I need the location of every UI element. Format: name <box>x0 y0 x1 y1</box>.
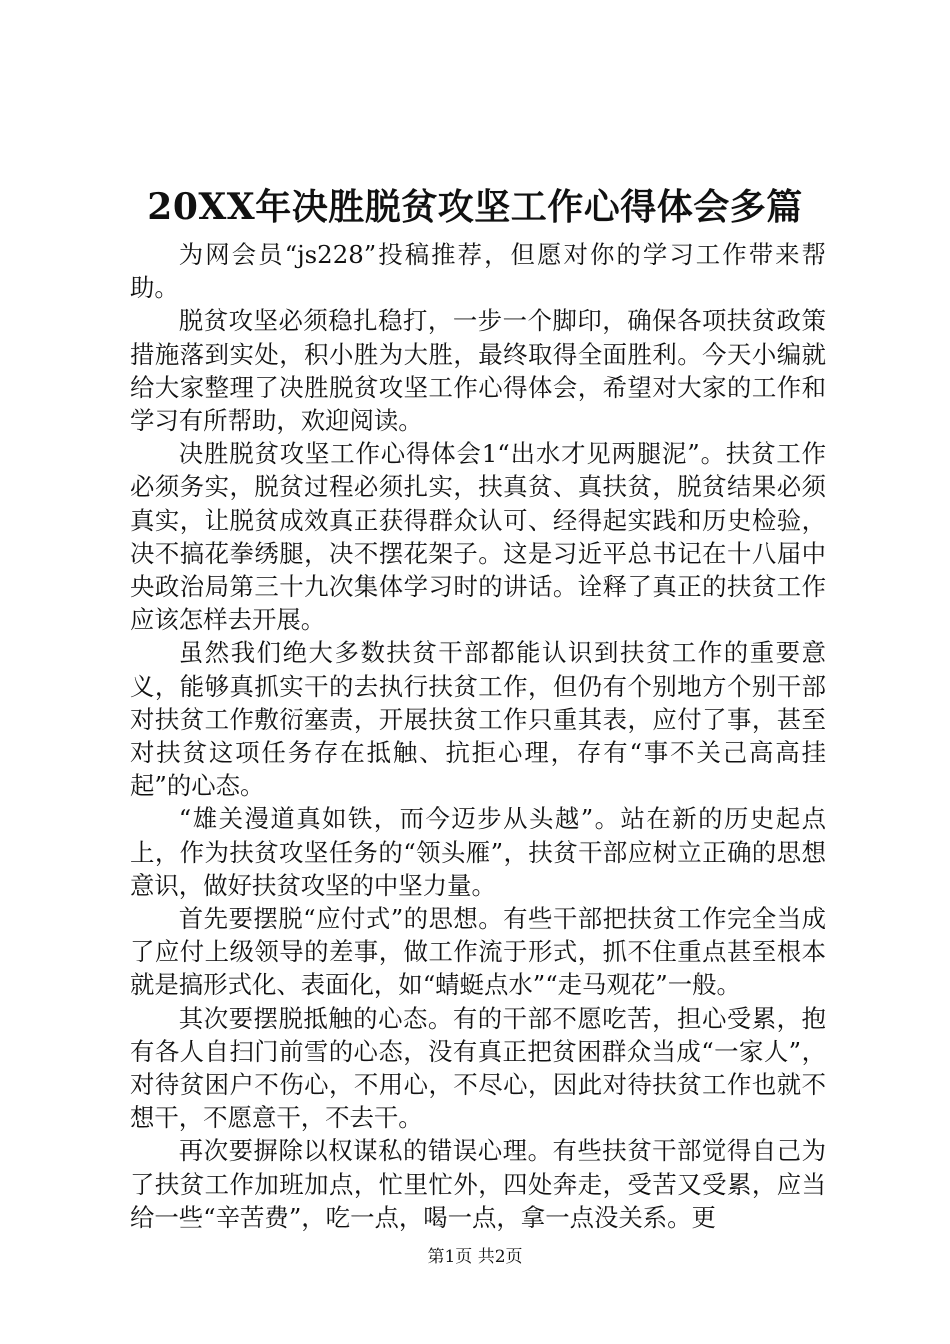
paragraph-problem: 虽然我们绝大多数扶贫干部都能认识到扶贫工作的重要意义，能够真抓实干的去执行扶贫工作，但仍有个别地方个别干部对扶贫工作敷衍塞责，开展扶贫工作只重其表，应付了事，甚至对扶贫这项任务存在抵触、抗拒心理，存有“事不关己高高挂起”的心态。 <box>130 638 826 801</box>
paragraph-intro: 为网会员“js228”投稿推荐，但愿对你的学习工作带来帮助。 <box>130 240 826 303</box>
paragraph-summary: 脱贫攻坚必须稳扎稳打，一步一个脚印，确保各项扶贫政策措施落到实处，积小胜为大胜，最终取得全面胜利。今天小编就给大家整理了决胜脱贫攻坚工作心得体会，希望对大家的工作和学习有所帮助，欢迎阅读。 <box>130 306 826 436</box>
paragraph-second-point: 其次要摆脱抵触的心态。有的干部不愿吃苦，担心受累，抱有各人自扫门前雪的心态，没有真正把贫困群众当成“一家人”，对待贫困户不伤心，不用心，不尽心，因此对待扶贫工作也就不想干，不愿意干，不去干。 <box>130 1003 826 1133</box>
page-number-footer: 第1页 共2页 <box>427 1247 523 1267</box>
document-body <box>130 238 826 1234</box>
paragraph-quote: “雄关漫道真如铁，而今迈步从头越”。站在新的历史起点上，作为扶贫攻坚任务的“领头雁”，扶贫干部应树立正确的思想意识，做好扶贫攻坚的中坚力量。 <box>130 804 826 900</box>
paragraph-essay-1: 决胜脱贫攻坚工作心得体会1“出水才见两腿泥”。扶贫工作必须务实，脱贫过程必须扎实，扶真贫、真扶贫，脱贫结果必须真实，让脱贫成效真正获得群众认可、经得起实践和历史检验，决不搞花拳绣腿，决不摆花架子。这是习近平总书记在十八届中央政治局第三十九次集体学习时的讲话。诠释了真正的扶贫工作应该怎样去开展。 <box>130 439 826 635</box>
document-title: 20XX年决胜脱贫攻坚工作心得体会多篇 <box>147 186 803 228</box>
paragraph-first-point: 首先要摆脱“应付式”的思想。有些干部把扶贫工作完全当成了应付上级领导的差事，做工作流于形式，抓不住重点甚至根本就是搞形式化、表面化，如“蜻蜓点水”“走马观花”一般。 <box>130 904 826 1000</box>
paragraph-third-point: 再次要摒除以权谋私的错误心理。有些扶贫干部觉得自己为了扶贫工作加班加点，忙里忙外，四处奔走，受苦又受累，应当给一些“辛苦费”，吃一点，喝一点，拿一点没关系。更 <box>130 1136 826 1232</box>
